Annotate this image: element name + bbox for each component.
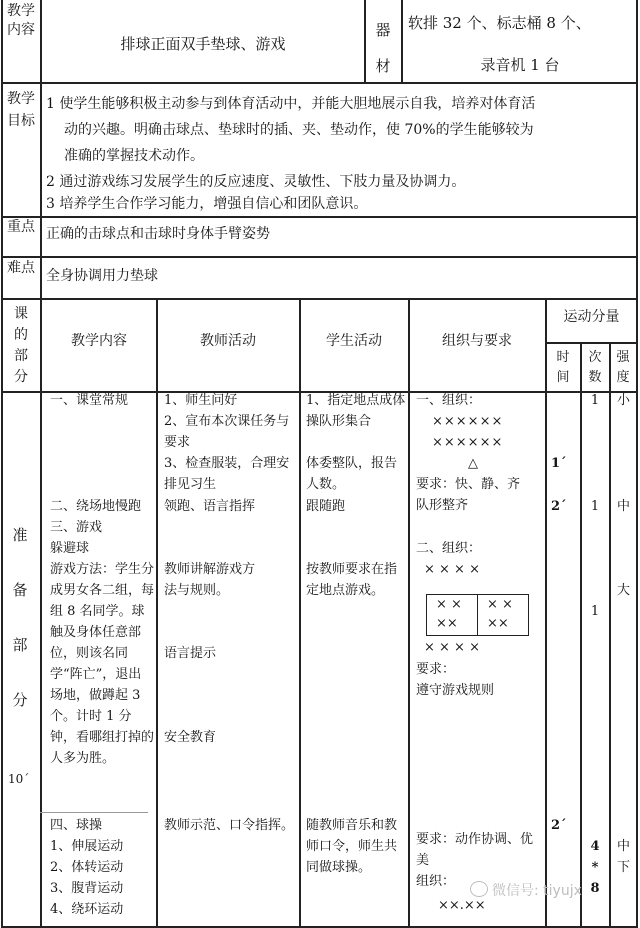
- objective-line-2: 动的兴趣。明确击球点、垫球时的插、夹、垫动作，使 70%的学生能够较为: [64, 122, 534, 138]
- count-4-times: *: [591, 860, 599, 875]
- student-report: 体委整队，报告人数。: [306, 456, 398, 492]
- col-header-content: 教学内容: [71, 333, 127, 349]
- wechat-icon: [470, 881, 488, 897]
- equip-line1: 软排 32 个、标志桶 8 个、: [408, 14, 591, 32]
- org-3-require: 要求：动作协调、优美: [416, 832, 534, 868]
- difficulty-label: 难点: [7, 260, 35, 276]
- teacher-check: 3、检查服装，合理安排见习生: [164, 456, 290, 492]
- intensity-4: 中: [616, 839, 630, 854]
- objective-line-1: 1 使学生能够积极主动参与到体育活动中，并能大胆地展示自我，培养对体育活: [46, 96, 536, 112]
- student-assemble: 1、指定地点成体操队形集合: [306, 393, 406, 429]
- col-header-student: 学生活动: [326, 333, 382, 349]
- key-point-text: 正确的击球点和击球时身体手臂姿势: [46, 226, 270, 242]
- intensity-2: 中: [616, 499, 630, 514]
- org-formation-row-1: ××××××: [432, 414, 504, 429]
- court-right-row-2: ××: [487, 616, 509, 631]
- equip-line2: 录音机 1 台: [480, 56, 560, 74]
- content-twist: 2、体转运动: [50, 860, 124, 875]
- teacher-position-triangle: △: [468, 456, 478, 471]
- time-3: 2´: [551, 818, 567, 833]
- objectives-label: 教学目标: [7, 91, 35, 129]
- court-left-row-2: ××: [436, 616, 458, 631]
- org-2-row-top: × × × ×: [424, 562, 480, 577]
- col-header-time: 时间: [556, 350, 570, 385]
- content-circle: 4、绕环运动: [50, 902, 124, 917]
- teacher-demo: 教师示范、口令指挥。: [164, 818, 295, 833]
- col-header-count: 次数: [588, 350, 602, 385]
- content-game-method: 游戏方法：学生分成男女各二组，每组 8 名同学。球触及身体任意部位，则该名同学“阵亡”，退出场地，做蹲起 3 个。计时 1 分钟，看哪组打掉的人多为胜。: [50, 562, 155, 766]
- key-point-label: 重点: [7, 219, 35, 235]
- student-ball-exercise: 随教师音乐和教师口令，师生共同做球操。: [306, 818, 398, 875]
- time-1: 1´: [551, 456, 567, 471]
- col-header-org: 组织与要求: [442, 333, 512, 349]
- org-3-formation: ××.××: [438, 898, 486, 913]
- watermark-text: 微信号: tiyujx: [492, 883, 582, 899]
- col-header-load: 运动分量: [563, 309, 620, 325]
- teacher-explain: 教师讲解游戏方法与规则。: [164, 562, 256, 598]
- content-jog: 二、绕场地慢跑: [50, 499, 142, 514]
- org-1-require: 要求：快、静、齐: [416, 477, 521, 492]
- difficulty-text: 全身协调用力垫球: [46, 268, 158, 284]
- content-dodgeball: 躲避球: [50, 541, 90, 556]
- count-4: 4: [590, 839, 600, 854]
- content-routine: 一、课堂常规: [50, 393, 129, 408]
- objective-line-5: 3 培养学生合作学习能力，增强自信心和团队意识。: [46, 196, 368, 212]
- objective-line-4: 2 通过游戏练习发展学生的反应速度、灵敏性、下肢力量及协调力。: [46, 174, 466, 190]
- count-2: 1: [590, 499, 600, 514]
- content-value: 排球正面双手垫球、游戏: [120, 35, 286, 53]
- org-1-title: 一、组织：: [416, 393, 482, 408]
- content-stretch: 1、伸展运动: [50, 839, 124, 854]
- content-abdomen: 3、腹背运动: [50, 881, 124, 896]
- watermark: [470, 880, 582, 900]
- content-game: 三、游戏: [50, 520, 103, 535]
- time-2: 2´: [551, 499, 567, 514]
- org-3-title: 组织：: [416, 874, 456, 889]
- teacher-greet: 1、师生问好: [164, 393, 238, 408]
- court-left-row-1: × ×: [436, 597, 462, 612]
- court-right-row-1: × ×: [487, 597, 513, 612]
- org-2-row-bottom: × × × ×: [424, 640, 480, 655]
- col-header-intensity: 强度: [616, 350, 630, 385]
- teacher-lead-run: 领跑、语言指挥: [164, 499, 256, 514]
- content-ball-exercise: 四、球操: [50, 818, 103, 833]
- intensity-1: 小: [616, 393, 630, 408]
- count-3: 1: [590, 604, 600, 619]
- section-label: 准备部分: [12, 526, 28, 709]
- student-follow-run: 跟随跑: [306, 499, 346, 514]
- org-2-rule: 遵守游戏规则: [416, 683, 495, 698]
- org-2-title: 二、组织：: [416, 541, 482, 556]
- count-4-reps: 8: [590, 881, 600, 896]
- org-1-require-2: 队形整齐: [416, 498, 469, 513]
- org-formation-row-2: ××××××: [432, 435, 504, 450]
- part-label: 课的部分: [14, 306, 28, 385]
- objective-line-3: 准确的掌握技术动作。: [64, 148, 204, 164]
- equip-label: 器材: [375, 21, 391, 75]
- org-2-require: 要求：: [416, 662, 456, 677]
- teacher-prompt: 语言提示: [164, 646, 217, 661]
- teacher-announce: 2、宣布本次课任务与要求: [164, 414, 290, 450]
- intensity-3: 大: [616, 583, 630, 598]
- intensity-5: 下: [616, 860, 630, 875]
- content-label: 教学内容: [7, 3, 35, 38]
- teacher-safety: 安全教育: [164, 730, 217, 745]
- section-duration: 10´: [8, 772, 30, 786]
- col-header-teacher: 教师活动: [200, 333, 256, 349]
- student-play: 按教师要求在指定地点游戏。: [306, 562, 398, 598]
- count-1: 1: [590, 393, 600, 408]
